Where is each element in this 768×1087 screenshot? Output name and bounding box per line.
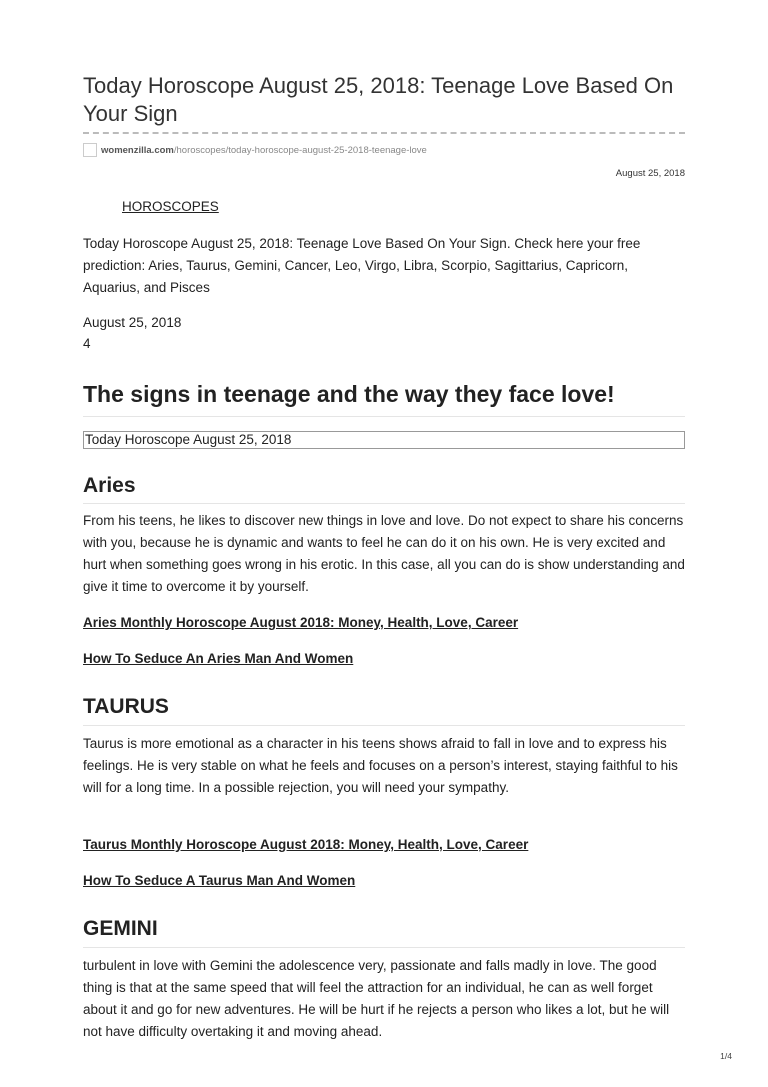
- source-row: [83, 142, 427, 158]
- section-heading-gemini: GEMINI: [83, 917, 158, 940]
- link-aries-monthly[interactable]: Aries Monthly Horoscope August 2018: Money, Health, Love, Career: [83, 615, 519, 630]
- article-intro: Today Horoscope August 25, 2018: Teenage Love Based On Your Sign. Check here your free prediction: Aries, Taurus, Gemini, Cancer, Leo, Virgo, Libra, Scorpio, Sagittarius, Capricorn, Aquarius, and Pisces: [83, 236, 641, 295]
- section-rule: [83, 503, 685, 504]
- heading-rule: [83, 416, 685, 417]
- page-title: Today Horoscope August 25, 2018: Teenage Love Based On Your Sign: [83, 73, 674, 126]
- title-divider: [83, 132, 685, 134]
- favicon-icon: [83, 143, 97, 157]
- link-taurus-monthly[interactable]: Taurus Monthly Horoscope August 2018: Money, Health, Love, Career: [83, 837, 529, 852]
- main-heading: The signs in teenage and the way they face love!: [83, 381, 615, 407]
- section-heading-taurus: TAURUS: [83, 695, 169, 718]
- section-body-taurus: Taurus is more emotional as a character in his teens shows afraid to fall in love and to express his feelings. He is very stable on what he feels and focuses on a person’s interest, staying faithful to his will for a long time. In a possible rejection, you will need your sympathy.: [83, 736, 678, 795]
- category-link[interactable]: HOROSCOPES: [122, 199, 219, 214]
- article-date: August 25, 2018: [83, 315, 182, 330]
- link-taurus-seduce[interactable]: How To Seduce A Taurus Man And Women: [83, 873, 356, 888]
- section-rule: [83, 947, 685, 948]
- section-heading-aries: Aries: [83, 474, 136, 497]
- comment-count: 4: [83, 336, 91, 351]
- section-body-gemini: turbulent in love with Gemini the adolescence very, passionate and falls madly in love. The good thing is that at the same speed that will feel the attraction for an individual, he can as well forget about it and go for new adventures. He will be hurt if he rejects a person who likes a lot, but he will not have difficulty overtaking it and moving ahead.: [83, 958, 670, 1039]
- page-indicator: 1/4: [720, 1051, 732, 1061]
- image-caption: Today Horoscope August 25, 2018: [83, 431, 685, 449]
- source-url[interactable]: womenzilla.com/horoscopes/today-horoscope-august-25-2018-teenage-love: [101, 144, 427, 156]
- link-aries-seduce[interactable]: How To Seduce An Aries Man And Women: [83, 651, 354, 666]
- print-date: August 25, 2018: [615, 168, 685, 179]
- section-rule: [83, 725, 685, 726]
- section-body-aries: From his teens, he likes to discover new things in love and love. Do not expect to share his concerns with you, because he is dynamic and wants to feel he can do it on his own. He is very excited and hurt when something goes wrong in his erotic. In this case, all you can do is show understanding and give it time to overcome it by yourself.: [83, 513, 685, 594]
